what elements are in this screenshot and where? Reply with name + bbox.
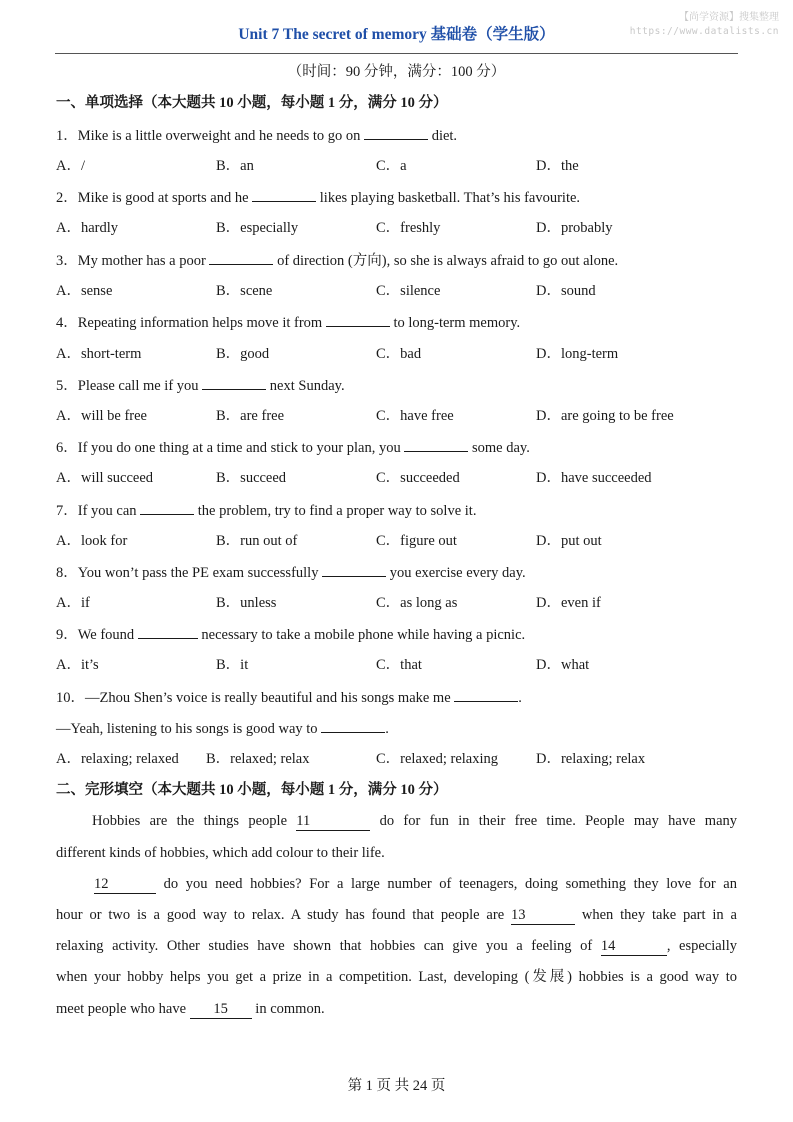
question-text: 8．You won’t pass the PE exam successfully — [56, 565, 323, 581]
question-text: 7．If you can — [56, 503, 141, 519]
option-c[interactable]: C．that — [376, 657, 422, 673]
option-a[interactable]: A．if — [56, 595, 90, 611]
option-a[interactable]: A．relaxing; relaxed — [56, 751, 179, 767]
cloze-blank-13[interactable]: 13 — [511, 906, 575, 925]
options-9 — [56, 655, 756, 675]
option-d[interactable]: D．probably — [536, 220, 613, 236]
option-b[interactable]: B．an — [216, 158, 254, 174]
question-9 — [56, 624, 525, 644]
passage-text: Hobbies are the things people — [92, 813, 297, 829]
option-c[interactable]: C．bad — [376, 346, 422, 362]
cloze-blank-12[interactable]: 12 — [94, 875, 156, 894]
passage-line — [56, 999, 325, 1019]
option-d[interactable]: D．relaxing; relax — [536, 751, 646, 767]
answer-blank — [364, 125, 428, 140]
passage-text: do for fun in their free time. People may have many — [370, 813, 738, 829]
question-3 — [56, 250, 618, 270]
question-5 — [56, 375, 345, 395]
option-b[interactable]: B．unless — [216, 595, 277, 611]
passage-text: , especially — [666, 938, 737, 954]
question-text: next Sunday. — [266, 378, 345, 394]
option-c[interactable]: C．succeeded — [376, 470, 460, 486]
passage-line — [94, 874, 737, 894]
question-text: you exercise every day. — [386, 565, 526, 581]
options-8 — [56, 593, 756, 613]
page-number: 第 1 页 共 24 页 — [347, 1078, 446, 1094]
option-d[interactable]: D．sound — [536, 283, 596, 299]
passage-text: when they take part in a — [575, 907, 737, 923]
option-b[interactable]: B．succeed — [216, 470, 287, 486]
question-text: 10．—Zhou Shen’s voice is really beautiful and his songs make me — [56, 690, 455, 706]
option-d[interactable]: D．put out — [536, 533, 602, 549]
option-c[interactable]: C．silence — [376, 283, 441, 299]
question-text: some day. — [468, 440, 530, 456]
answer-blank — [326, 312, 390, 327]
option-c[interactable]: C．freshly — [376, 220, 441, 236]
option-d[interactable]: D．even if — [536, 595, 601, 611]
section2-heading: 二、完形填空（本大题共 10 小题，每小题 1 分，满分 10 分） — [56, 782, 448, 798]
passage-text: relaxing activity. Other studies have shown that hobbies can give you a feeling of — [56, 938, 601, 954]
question-10-reply — [56, 718, 389, 738]
question-text: to long-term memory. — [389, 315, 521, 331]
option-b[interactable]: B．especially — [216, 220, 299, 236]
cloze-blank-11[interactable]: 11 — [296, 812, 370, 831]
options-2 — [56, 218, 756, 238]
answer-blank — [202, 375, 266, 390]
question-text: 1．Mike is a little overweight and he needs to go on — [56, 128, 365, 144]
watermark-brand: 【尚学资源】搜集整理 — [679, 12, 779, 23]
options-1 — [56, 156, 756, 176]
answer-blank — [138, 624, 198, 639]
option-b[interactable]: B．good — [216, 346, 270, 362]
options-3 — [56, 281, 756, 301]
answer-blank — [454, 687, 518, 702]
option-d[interactable]: D．are going to be free — [536, 408, 674, 424]
option-a[interactable]: A．look for — [56, 533, 128, 549]
passage-text: meet people who have — [56, 1001, 190, 1017]
option-a[interactable]: A．will succeed — [56, 470, 154, 486]
question-1 — [56, 125, 457, 145]
option-d[interactable]: D．have succeeded — [536, 470, 652, 486]
option-a[interactable]: A．hardly — [56, 220, 119, 236]
option-a[interactable]: A．will be free — [56, 408, 147, 424]
question-text: —Yeah, listening to his songs is good way to — [56, 721, 322, 737]
option-a[interactable]: A．short-term — [56, 346, 142, 362]
section1-heading: 一、单项选择（本大题共 10 小题，每小题 1 分，满分 10 分） — [56, 95, 448, 111]
passage-text: in common. — [251, 1001, 325, 1017]
options-4 — [56, 344, 756, 364]
question-text: necessary to take a mobile phone while having a picnic. — [197, 627, 526, 643]
option-d[interactable]: D．what — [536, 657, 590, 673]
option-d[interactable]: D．the — [536, 158, 579, 174]
question-8 — [56, 562, 526, 582]
passage-line: different kinds of hobbies, which add colour to their life. — [56, 845, 385, 861]
exam-info: （时间：90 分钟，满分：100 分） — [287, 64, 506, 80]
answer-blank — [404, 437, 468, 452]
option-b[interactable]: B．relaxed; relax — [206, 751, 310, 767]
answer-blank — [140, 500, 194, 515]
option-a[interactable]: A．it’s — [56, 657, 99, 673]
answer-blank — [209, 250, 273, 265]
option-c[interactable]: C．figure out — [376, 533, 457, 549]
option-c[interactable]: C．as long as — [376, 595, 458, 611]
question-text: 5．Please call me if you — [56, 378, 203, 394]
option-a[interactable]: A．/ — [56, 158, 85, 174]
passage-line: when your hobby helps you get a prize in a competition. Last, developing (发展) hobbies is a good way to — [56, 969, 737, 985]
cloze-blank-15[interactable]: 15 — [190, 1000, 252, 1019]
question-6 — [56, 437, 530, 457]
answer-blank — [252, 187, 316, 202]
question-text: . — [518, 690, 522, 706]
document-title: Unit 7 The secret of memory 基础卷（学生版） — [238, 26, 555, 43]
question-text: 4．Repeating information helps move it from — [56, 315, 326, 331]
answer-blank — [321, 718, 385, 733]
passage-text: hour or two is a good way to relax. A study has found that people are — [56, 907, 511, 923]
passage-line — [56, 936, 737, 956]
option-b[interactable]: B．scene — [216, 283, 273, 299]
question-text: 2．Mike is good at sports and he — [56, 190, 253, 206]
question-text: 6．If you do one thing at a time and stick to your plan, you — [56, 440, 405, 456]
option-c[interactable]: C．relaxed; relaxing — [376, 751, 498, 767]
option-d[interactable]: D．long-term — [536, 346, 619, 362]
options-6 — [56, 468, 756, 488]
option-a[interactable]: A．sense — [56, 283, 113, 299]
option-c[interactable]: C．a — [376, 158, 407, 174]
question-4 — [56, 312, 520, 332]
option-b[interactable]: B．are free — [216, 408, 285, 424]
question-text: 9．We found — [56, 627, 138, 643]
option-c[interactable]: C．have free — [376, 408, 454, 424]
question-text: . — [385, 721, 389, 737]
question-7 — [56, 500, 476, 520]
question-text: diet. — [428, 128, 458, 144]
question-10 — [56, 687, 522, 707]
question-text: 3．My mother has a poor — [56, 253, 210, 269]
options-10 — [56, 749, 756, 769]
passage-line — [92, 811, 737, 831]
option-b[interactable]: B．run out of — [216, 533, 298, 549]
watermark-url: https://www.datalists.cn — [629, 26, 779, 37]
options-7 — [56, 531, 756, 551]
question-text: of direction (方向), so she is always afraid to go out alone. — [273, 253, 619, 269]
answer-blank — [322, 562, 386, 577]
question-text: the problem, try to find a proper way to solve it. — [194, 503, 477, 519]
cloze-blank-14[interactable]: 14 — [601, 937, 667, 956]
option-b[interactable]: B．it — [216, 657, 249, 673]
title-divider — [55, 53, 738, 54]
question-2 — [56, 187, 580, 207]
question-text: likes playing basketball. That’s his favourite. — [316, 190, 581, 206]
passage-line — [56, 905, 737, 925]
passage-text: do you need hobbies? For a large number of teenagers, doing something they love for an — [156, 876, 737, 892]
options-5 — [56, 406, 756, 426]
